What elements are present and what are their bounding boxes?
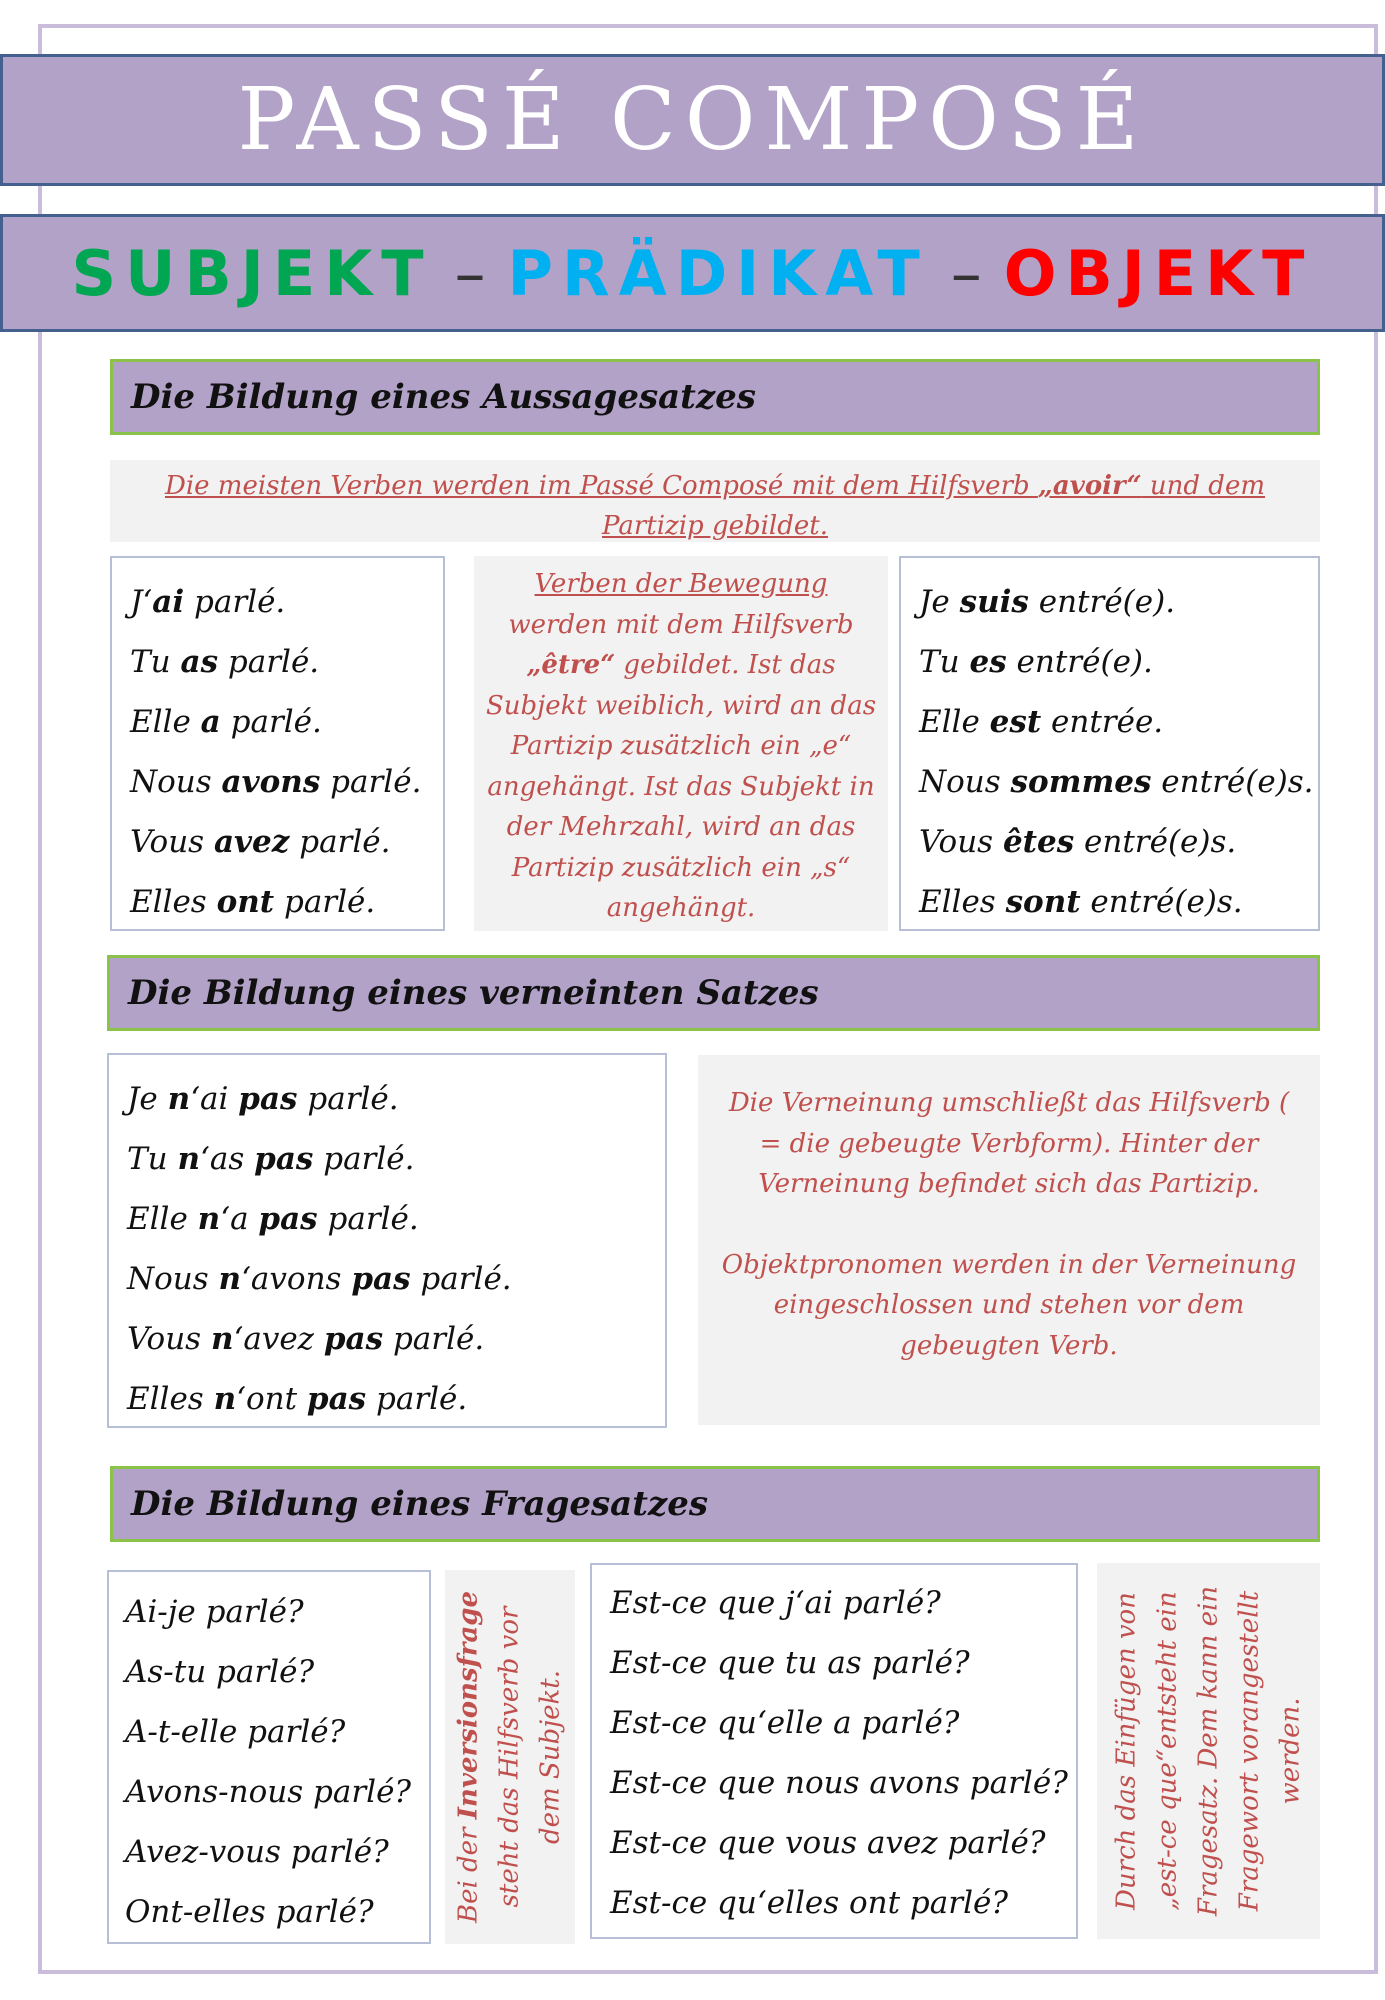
etre-line [919,572,1318,632]
inversion-line: A-t-elle parlé? [125,1714,346,1750]
inversion-line: Ai-je parlé? [125,1594,304,1630]
avoir-line [130,572,443,632]
auxiliary-verb: ai [152,584,185,620]
avoir-line [130,872,443,932]
pronoun: Elles [127,1381,214,1417]
pronoun: Nous [130,764,222,800]
participle: entré(e). [1006,644,1153,680]
intro-bold: „avoir“ [1037,471,1142,501]
negation-pas: pas [254,1141,314,1177]
inversion-list [125,1582,429,1942]
etre-line [919,632,1318,692]
negation-pas: pas [323,1321,384,1357]
etre-line [919,752,1318,812]
etre-note-line: Verben der Bewegung [534,569,828,599]
intro-text: und dem Partizip gebildet. [602,471,1265,541]
negation-line [127,1249,665,1309]
pronoun: Je [919,584,960,620]
pronoun: Elle [919,704,990,740]
auxiliary-verb: ‘as [200,1141,255,1177]
etre-note-line: werden mit dem Hilfsverb [508,609,854,640]
participle: entré(e)s. [1074,824,1237,860]
participle: parlé. [220,704,322,740]
section-heading-aussagesatz: Die Bildung eines Aussagesatzes [110,359,1320,435]
pronoun: Elles [130,884,217,920]
etre-line [919,692,1318,752]
etre-note-line [484,645,878,686]
avoir-intro-note [110,460,1320,542]
inversion-note-bold: Inversionsfrage [453,1590,484,1820]
negation-line [127,1309,665,1369]
participle: parlé. [317,1201,419,1237]
pronoun: Tu [130,644,181,680]
negation-line [127,1069,665,1129]
avoir-conjugation-box [110,556,445,931]
negation-line [127,1369,665,1429]
auxiliary-verb: avez [213,824,290,860]
inversion-note-text [449,1587,572,1927]
participle: parlé. [218,644,320,680]
section-heading-verneinung: Die Bildung eines verneinten Satzes [107,955,1320,1031]
subjekt-label: SUBJEKT [71,236,433,310]
negation-line [127,1129,665,1189]
auxiliary-verb: as [180,644,219,680]
participle: parlé. [366,1381,468,1417]
objekt-label: OBJEKT [1003,236,1314,310]
title-banner [0,54,1385,186]
estce-line: Est-ce que vous avez parlé? [610,1825,1046,1861]
estce-note-text: Durch das Einfügen von „est-ce que“entsteht ein Fragesatz. Dem kann ein Fragewort vorangestellt werden. [1111,1585,1305,1917]
participle: parlé. [297,1081,399,1117]
negation-ne: n [218,1261,242,1297]
pronoun: Je [127,1081,168,1117]
spo-banner [0,214,1385,332]
pronoun: Elle [127,1201,198,1237]
avoir-line [130,752,443,812]
negation-ne: n [177,1141,201,1177]
participle: parlé. [320,764,422,800]
auxiliary-verb: ‘avez [233,1321,324,1357]
participle: parlé. [313,1141,415,1177]
avoir-line [130,692,443,752]
section-heading-fragesatz: Die Bildung eines Fragesatzes [110,1466,1320,1542]
etre-line [919,812,1318,872]
auxiliary-verb: sommes [1010,764,1152,800]
participle: parlé. [410,1261,512,1297]
etre-conjugation-box [899,556,1320,931]
inversion-note-pre: Bei der [453,1819,484,1924]
inversion-note [445,1570,575,1944]
estce-line: Est-ce que tu as parlé? [610,1645,970,1681]
intro-text: Die meisten Verben werden im Passé Composé mit dem Hilfsverb [164,471,1038,501]
negation-ne: n [213,1381,237,1417]
pronoun: Elles [919,884,1006,920]
auxiliary-verb: ‘a [220,1201,259,1237]
auxiliary-verb: suis [959,584,1029,620]
inversion-line: As-tu parlé? [125,1654,315,1690]
pronoun: Tu [127,1141,178,1177]
avoir-line [130,632,443,692]
inversion-note-post: steht das Hilfsverb vor dem Subjekt. [494,1606,566,1908]
auxiliary-verb: ont [216,884,275,920]
inversion-line: Avez-vous parlé? [125,1834,389,1870]
estce-line: Est-ce que nous avons parlé? [610,1765,1068,1801]
negation-pas: pas [258,1201,318,1237]
negation-ne: n [167,1081,191,1117]
pronoun: Vous [127,1321,211,1357]
negation-note-p2: Objektpronomen werden in der Verneinung eingeschlossen und stehen vor dem gebeugten Verb. [721,1249,1297,1361]
pronoun: Vous [919,824,1003,860]
estce-line: Est-ce qu‘elles ont parlé? [610,1885,1008,1921]
auxiliary-verb: avons [221,764,321,800]
participle: entré(e). [1028,584,1176,620]
avoir-line [130,812,443,872]
negation-pas: pas [351,1261,411,1297]
auxiliary-verb: es [969,644,1007,680]
dash: – [950,236,982,310]
auxiliary-verb: ‘ont [236,1381,307,1417]
negation-line [127,1189,665,1249]
negation-pas: pas [238,1081,298,1117]
auxiliary-verb: êtes [1002,824,1075,860]
etre-note-rest: Subjekt weiblich, wird an das Partizip zusätzlich ein „e“ angehängt. Ist das Subjekt in der Mehrzahl, wird an das Partizip zusätzlich ein „s“ angehängt. [485,690,877,923]
pronoun: Tu [919,644,970,680]
auxiliary-verb: sont [1005,884,1081,920]
participle: parlé. [184,584,286,620]
participle: entrée. [1041,704,1164,740]
inversion-line: Ont-elles parlé? [125,1894,374,1930]
etre-note-text: gebildet. Ist das [615,650,836,680]
negation-note [698,1055,1320,1425]
etre-bold: „être“ [526,650,616,680]
estce-note [1097,1563,1320,1939]
negation-list [127,1069,665,1429]
inversion-line: Avons-nous parlé? [125,1774,412,1810]
auxiliary-verb: a [200,704,221,740]
negation-note-p1: Die Verneinung umschließt das Hilfsverb ( = die gebeugte Verbform). Hinter der Verneinung befindet sich das Partizip. [728,1088,1290,1199]
etre-line [919,872,1318,932]
avoir-list [130,572,443,932]
page-title: PASSÉ COMPOSÉ [237,70,1148,170]
participle: entré(e)s. [1080,884,1243,920]
praedikat-label: PRÄDIKAT [507,236,929,310]
pronoun: Vous [130,824,214,860]
estce-line: Est-ce que j‘ai parlé? [610,1585,941,1621]
negation-conjugation-box [107,1053,667,1428]
etre-note [474,556,888,931]
auxiliary-verb: est [989,704,1042,740]
inversion-box [107,1570,431,1944]
dash: – [454,236,486,310]
pronoun: J‘ [130,584,153,620]
estce-box [590,1563,1078,1939]
auxiliary-verb: ‘ai [190,1081,239,1117]
negation-ne: n [210,1321,234,1357]
negation-ne: n [197,1201,221,1237]
participle: parlé. [289,824,391,860]
pronoun: Nous [127,1261,219,1297]
auxiliary-verb: ‘avons [241,1261,352,1297]
estce-list [610,1573,1076,1933]
negation-pas: pas [306,1381,367,1417]
estce-line: Est-ce qu‘elle a parlé? [610,1705,960,1741]
participle: parlé. [274,884,376,920]
participle: parlé. [383,1321,485,1357]
etre-list [919,572,1318,932]
pronoun: Elle [130,704,201,740]
pronoun: Nous [919,764,1011,800]
participle: entré(e)s. [1151,764,1314,800]
